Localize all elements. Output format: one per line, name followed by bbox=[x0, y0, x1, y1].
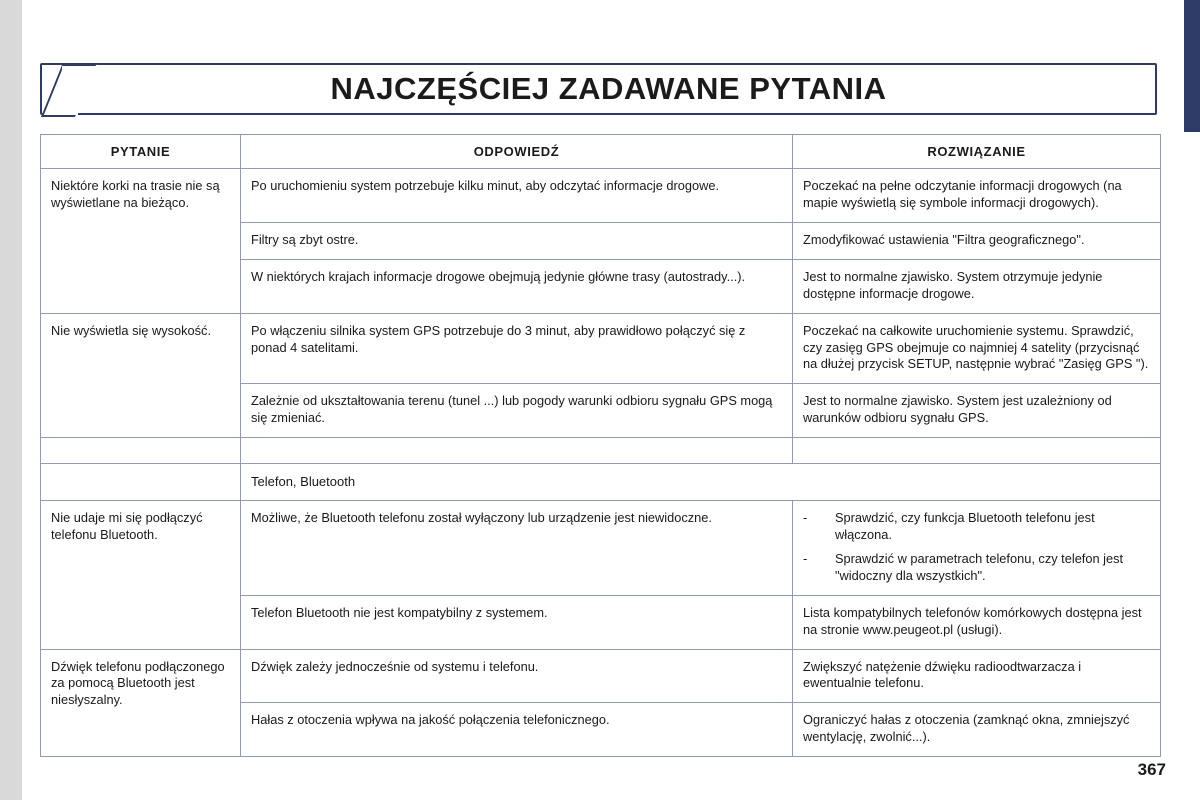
solution-cell: Lista kompatybilnych telefonów komórkowych dostępna jest na stronie www.peugeot.pl (usługi). bbox=[793, 595, 1161, 649]
right-margin-strip bbox=[1184, 0, 1200, 800]
answer-cell: Po uruchomieniu system potrzebuje kilku minut, aby odczytać informacje drogowe. bbox=[241, 169, 793, 223]
left-margin-strip bbox=[0, 0, 22, 800]
column-header-question: PYTANIE bbox=[41, 135, 241, 169]
answer-cell: Dźwięk zależy jednocześnie od systemu i telefonu. bbox=[241, 649, 793, 703]
solution-cell: Ograniczyć hałas z otoczenia (zamknąć okna, zmniejszyć wentylację, zwolnić...). bbox=[793, 703, 1161, 757]
dash-bullet: - bbox=[803, 551, 808, 566]
list-item bbox=[803, 551, 1150, 585]
answer-cell: Hałas z otoczenia wpływa na jakość połączenia telefonicznego. bbox=[241, 703, 793, 757]
page-number: 367 bbox=[1137, 760, 1166, 779]
question-cell: Nie wyświetla się wysokość. bbox=[41, 313, 241, 437]
question-cell: Niektóre korki na trasie nie są wyświetlane na bieżąco. bbox=[41, 169, 241, 313]
question-cell: Nie udaje mi się podłączyć telefonu Bluetooth. bbox=[41, 501, 241, 649]
faq-table bbox=[40, 134, 1161, 757]
solution-bullet-list bbox=[803, 510, 1150, 585]
spacer-cell bbox=[793, 438, 1161, 464]
question-cell: Dźwięk telefonu podłączonego za pomocą Bluetooth jest niesłyszalny. bbox=[41, 649, 241, 757]
section-heading-label: Telefon, Bluetooth bbox=[241, 464, 1161, 501]
solution-cell: Jest to normalne zjawisko. System otrzymuje jedynie dostępne informacje drogowe. bbox=[793, 259, 1161, 313]
page-title-banner bbox=[40, 63, 1157, 115]
table-spacer-row bbox=[41, 438, 1161, 464]
table-header bbox=[41, 135, 1161, 169]
spacer-cell bbox=[241, 438, 793, 464]
solution-cell: Zmodyfikować ustawienia "Filtra geograficznego". bbox=[793, 222, 1161, 259]
page-title: NAJCZĘŚCIEJ ZADAWANE PYTANIA bbox=[330, 71, 887, 106]
table-row bbox=[41, 501, 1161, 596]
column-header-solution: ROZWIĄZANIE bbox=[793, 135, 1161, 169]
answer-cell: Po włączeniu silnika system GPS potrzebuje do 3 minut, aby prawidłowo połączyć się z ponad 4 satelitami. bbox=[241, 313, 793, 384]
answer-cell: W niektórych krajach informacje drogowe obejmują jedynie główne trasy (autostrady...). bbox=[241, 259, 793, 313]
answer-cell: Filtry są zbyt ostre. bbox=[241, 222, 793, 259]
answer-cell: Możliwe, że Bluetooth telefonu został wyłączony lub urządzenie jest niewidoczne. bbox=[241, 501, 793, 596]
solution-cell bbox=[793, 501, 1161, 596]
list-item-text: Sprawdzić, czy funkcja Bluetooth telefonu jest włączona. bbox=[835, 510, 1095, 543]
table-row bbox=[41, 649, 1161, 703]
solution-cell: Zwiększyć natężenie dźwięku radioodtwarzacza i ewentualnie telefonu. bbox=[793, 649, 1161, 703]
solution-cell: Poczekać na całkowite uruchomienie systemu. Sprawdzić, czy zasięg GPS obejmuje co najmniej 4 satelity (przycisnąć na dłużej przycisk SETUP, następnie wybrać "Zasięg GPS "). bbox=[793, 313, 1161, 384]
section-color-tab bbox=[1184, 0, 1200, 132]
list-item-text: Sprawdzić w parametrach telefonu, czy telefon jest "widoczny dla wszystkich". bbox=[835, 551, 1124, 583]
solution-cell: Jest to normalne zjawisko. System jest uzależniony od warunków odbioru sygnału GPS. bbox=[793, 384, 1161, 438]
answer-cell: Zależnie od ukształtowania terenu (tunel ...) lub pogody warunki odbioru sygnału GPS mogą się zmieniać. bbox=[241, 384, 793, 438]
spacer-cell bbox=[41, 438, 241, 464]
column-header-answer: ODPOWIEDŹ bbox=[241, 135, 793, 169]
list-item bbox=[803, 510, 1150, 544]
table-body bbox=[41, 169, 1161, 757]
dash-bullet: - bbox=[803, 510, 808, 526]
answer-cell: Telefon Bluetooth nie jest kompatybilny z systemem. bbox=[241, 595, 793, 649]
section-heading-row bbox=[41, 464, 1161, 501]
section-spacer-cell bbox=[41, 464, 241, 501]
table-row bbox=[41, 313, 1161, 384]
solution-cell: Poczekać na pełne odczytanie informacji drogowych (na mapie wyświetlą się symbole informacji drogowych). bbox=[793, 169, 1161, 223]
table-row bbox=[41, 169, 1161, 223]
